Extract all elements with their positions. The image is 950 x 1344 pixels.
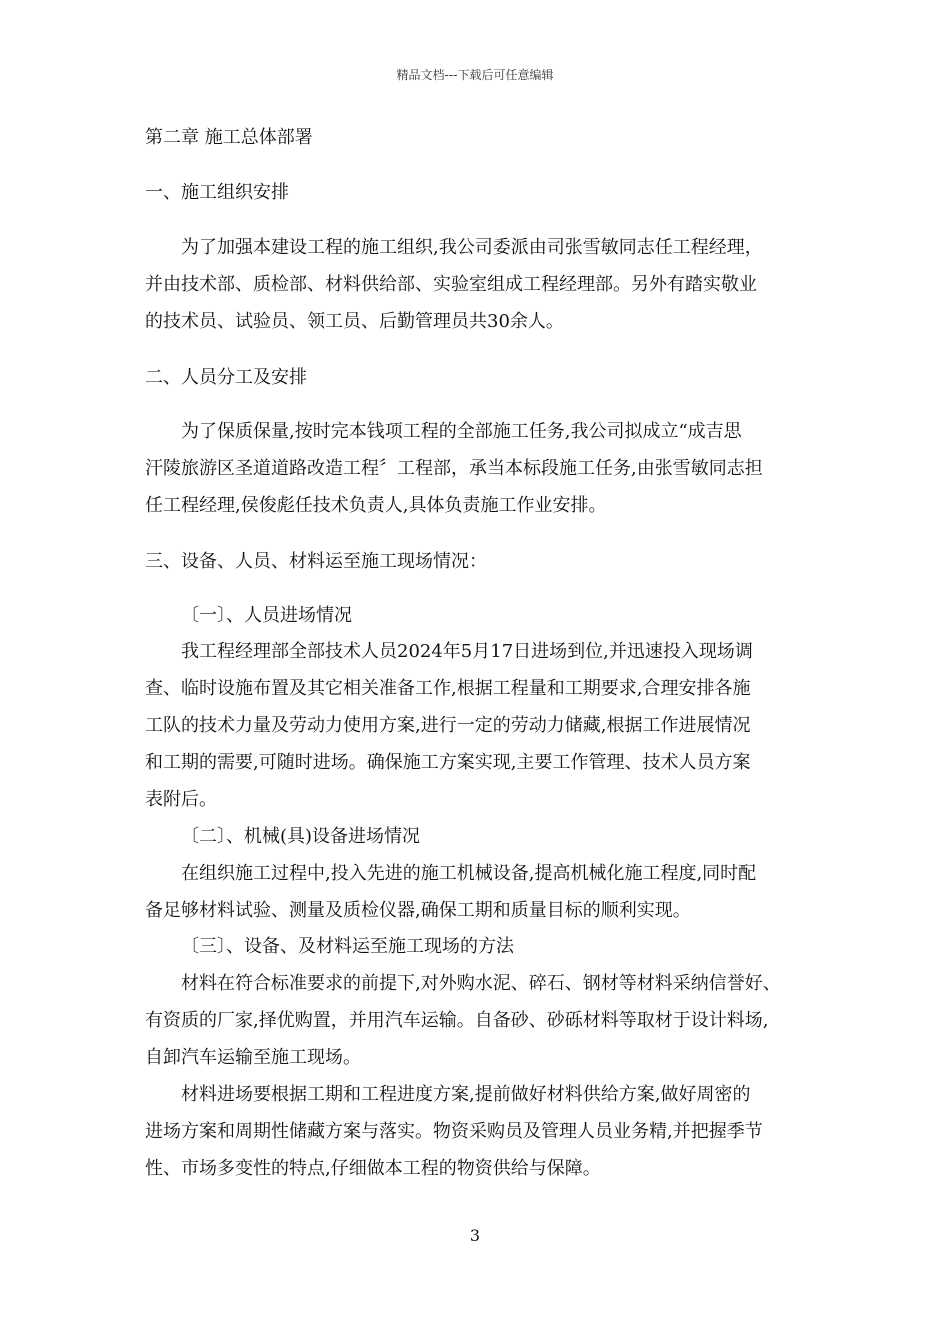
paragraph-line: 的技术员、试验员、领工员、后勤管理员共30余人。 — [145, 311, 564, 332]
page-number: 3 — [469, 1226, 481, 1245]
paragraph-line: 表附后。 — [145, 789, 217, 810]
subsection-heading-3: 〔三〕、设备、及材料运至施工现场的方法 — [181, 936, 514, 957]
paragraph-line: 材料进场要根据工期和工程进度方案,提前做好材料供给方案,做好周密的 — [181, 1084, 751, 1105]
section-heading-2: 二、人员分工及安排 — [145, 367, 307, 388]
paragraph-line: 和工期的需要,可随时进场。确保施工方案实现,主要工作管理、技术人员方案 — [145, 752, 751, 773]
section-heading-1: 一、施工组织安排 — [145, 182, 289, 203]
paragraph-line: 有资质的厂家,择优购置，并用汽车运输。自备砂、砂砾材料等取材于设计料场, — [145, 1010, 769, 1031]
paragraph-line: 汗陵旅游区圣道道路改造工程〞工程部，承当本标段施工任务,由张雪敏同志担 — [145, 458, 763, 479]
chapter-title: 第二章 施工总体部署 — [145, 127, 313, 148]
paragraph-line: 任工程经理,侯俊彪任技术负责人,具体负责施工作业安排。 — [145, 495, 607, 516]
paragraph-line: 我工程经理部全部技术人员2024年5月17日进场到位,并迅速投入现场调 — [181, 641, 753, 662]
page-header: 精品文档---下载后可任意编辑 — [396, 68, 554, 82]
paragraph-line: 材料在符合标准要求的前提下,对外购水泥、碎石、钢材等材料采纳信誉好、 — [181, 973, 781, 994]
paragraph-line: 备足够材料试验、测量及质检仪器,确保工期和质量目标的顺利实现。 — [145, 900, 691, 921]
paragraph-line: 自卸汽车运输至施工现场。 — [145, 1047, 361, 1068]
paragraph-line: 为了保质保量,按时完本钱项工程的全部施工任务,我公司拟成立“成吉思 — [181, 421, 742, 442]
subsection-heading-1: 〔一〕、人员进场情况 — [181, 605, 352, 626]
paragraph-line: 工队的技术力量及劳动力使用方案,进行一定的劳动力储藏,根据工作进展情况 — [145, 715, 751, 736]
paragraph-line: 并由技术部、质检部、材料供给部、实验室组成工程经理部。另外有踏实敬业 — [145, 274, 757, 295]
section-heading-3: 三、设备、人员、材料运至施工现场情况： — [145, 551, 487, 572]
paragraph-line: 查、临时设施布置及其它相关准备工作,根据工程量和工期要求,合理安排各施 — [145, 678, 751, 699]
paragraph-line: 在组织施工过程中,投入先进的施工机械设备,提高机械化施工程度,同时配 — [181, 863, 757, 884]
subsection-heading-2: 〔二〕、机械(具)设备进场情况 — [181, 826, 421, 847]
paragraph-line: 进场方案和周期性储藏方案与落实。物资采购员及管理人员业务精,并把握季节 — [145, 1121, 763, 1142]
paragraph-line: 性、市场多变性的特点,仔细做本工程的物资供给与保障。 — [145, 1158, 601, 1179]
paragraph-line: 为了加强本建设工程的施工组织,我公司委派由司张雪敏同志任工程经理， — [181, 237, 763, 258]
